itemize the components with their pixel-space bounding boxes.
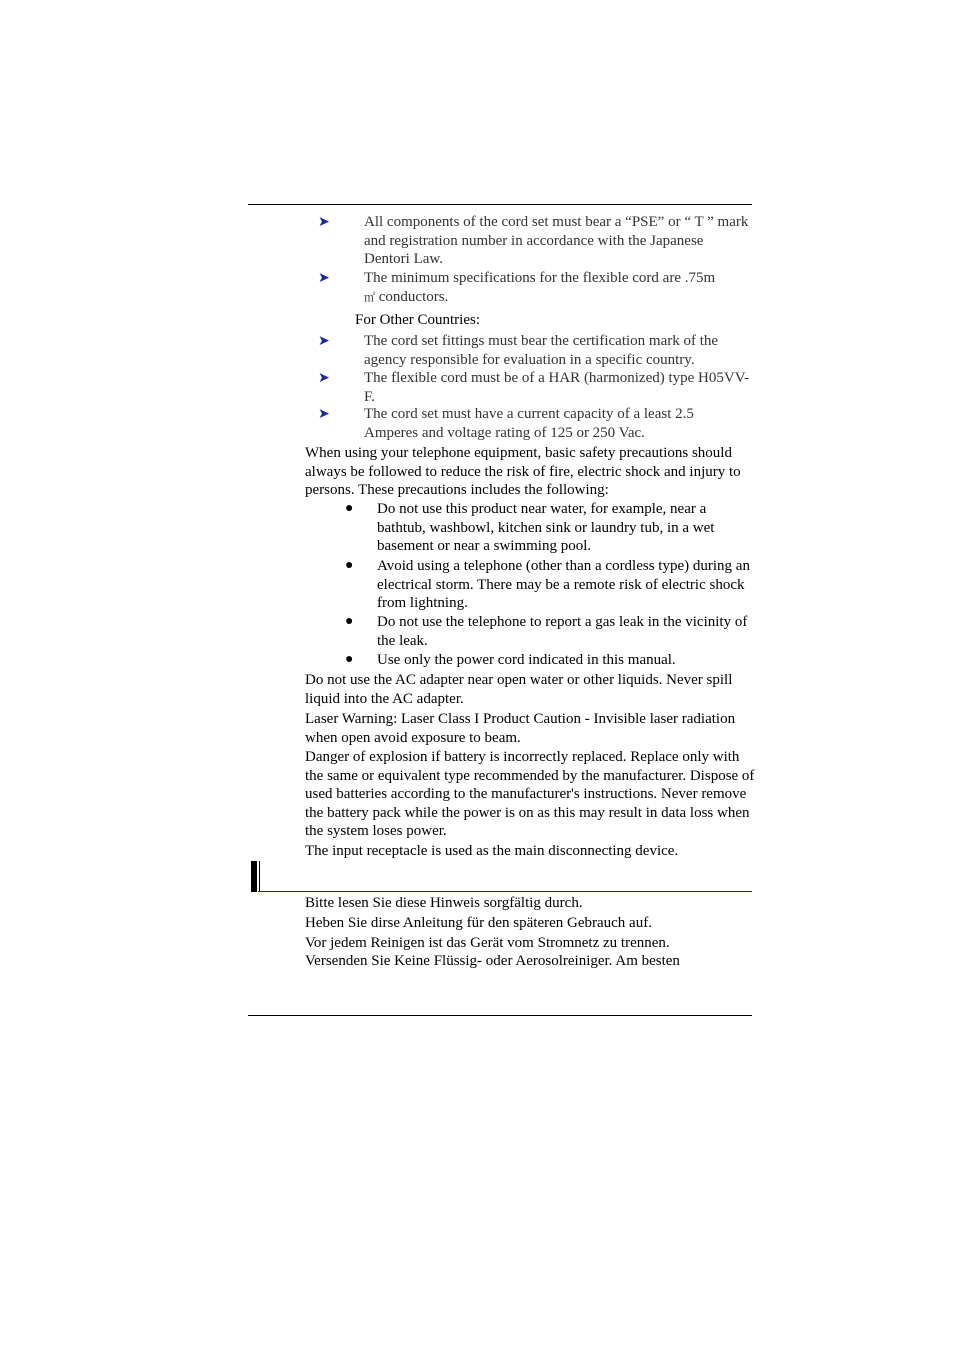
list-item-text: The cord set must have a current capacity of a least 2.5 Amperes and voltage rating of 125 or 250 Vac. [364,406,694,441]
arrow-bullet-icon: ➤ [318,333,330,349]
header-rule [248,204,752,205]
german-line: Versenden Sie Keine Flüssig- oder Aerosolreiniger. Am besten [305,953,680,969]
list-item-text: Do not use this product near water, for example, near a bathtub, washbowl, kitchen sink or laundry tub, in a wet basement or near a swimming pool. [377,501,715,555]
bullet-dot-icon: ● [345,614,354,629]
bullet-dot-icon: ● [345,652,354,667]
german-line: Vor jedem Reinigen ist das Gerät vom Stromnetz zu trennen. [305,935,670,951]
bullet-dot-icon: ● [345,558,354,573]
square-meter-unit: ㎡ [364,291,375,304]
list-item-text: The cord set fittings must bear the certification mark of the agency responsible for evaluation in a specific country. [364,333,719,368]
receptacle-paragraph: The input receptacle is used as the main disconnecting device. [305,843,679,859]
list-item-text [364,269,750,307]
german-line: Bitte lesen Sie diese Hinweis sorgfältig durch. [305,895,583,911]
list-item-text: Do not use the telephone to report a gas leak in the vicinity of the leak. [377,614,748,649]
laser-warning-paragraph: Laser Warning: Laser Class I Product Caution - Invisible laser radiation when open avoid exposure to beam. [305,711,736,746]
other-countries-heading: For Other Countries: [355,312,480,328]
bullet-dot-icon: ● [345,501,354,516]
list-item-text-end: conductors. [378,288,449,305]
list-item-text-start: The minimum specifications for the flexible cord are .75m [364,270,716,286]
list-item-text: Use only the power cord indicated in this manual. [377,652,676,668]
german-line: Heben Sie dirse Anleitung für den späteren Gebrauch auf. [305,915,652,931]
footer-rule [248,1015,752,1016]
arrow-bullet-icon: ➤ [318,270,330,286]
section-marker [251,861,257,892]
telephone-intro: When using your telephone equipment, basic safety precautions should always be followed to reduce the risk of fire, electric shock and injury to persons. These precautions includes the following: [305,445,741,499]
arrow-bullet-icon: ➤ [318,214,330,230]
ac-adapter-paragraph: Do not use the AC adapter near open water or other liquids. Never spill liquid into the AC adapter. [305,672,733,707]
battery-paragraph: Danger of explosion if battery is incorrectly replaced. Replace only with the same or equivalent type recommended by the manufacturer. Dispose of used batteries according to the manufacturer's instructions. Never remove the battery pack while the power is on as this may result in data loss when the system loses power. [305,749,755,840]
arrow-bullet-icon: ➤ [318,406,330,422]
list-item-text: The flexible cord must be of a HAR (harmonized) type H05VV-F. [364,370,750,405]
arrow-bullet-icon: ➤ [318,370,330,386]
list-item-text: Avoid using a telephone (other than a cordless type) during an electrical storm. There may be a remote risk of electric shock from lightning. [377,558,750,612]
section-rule [258,891,752,892]
list-item-text: All components of the cord set must bear a “PSE” or “ T ” mark and registration number in accordance with the Japanese Dentori Law. [364,214,749,268]
